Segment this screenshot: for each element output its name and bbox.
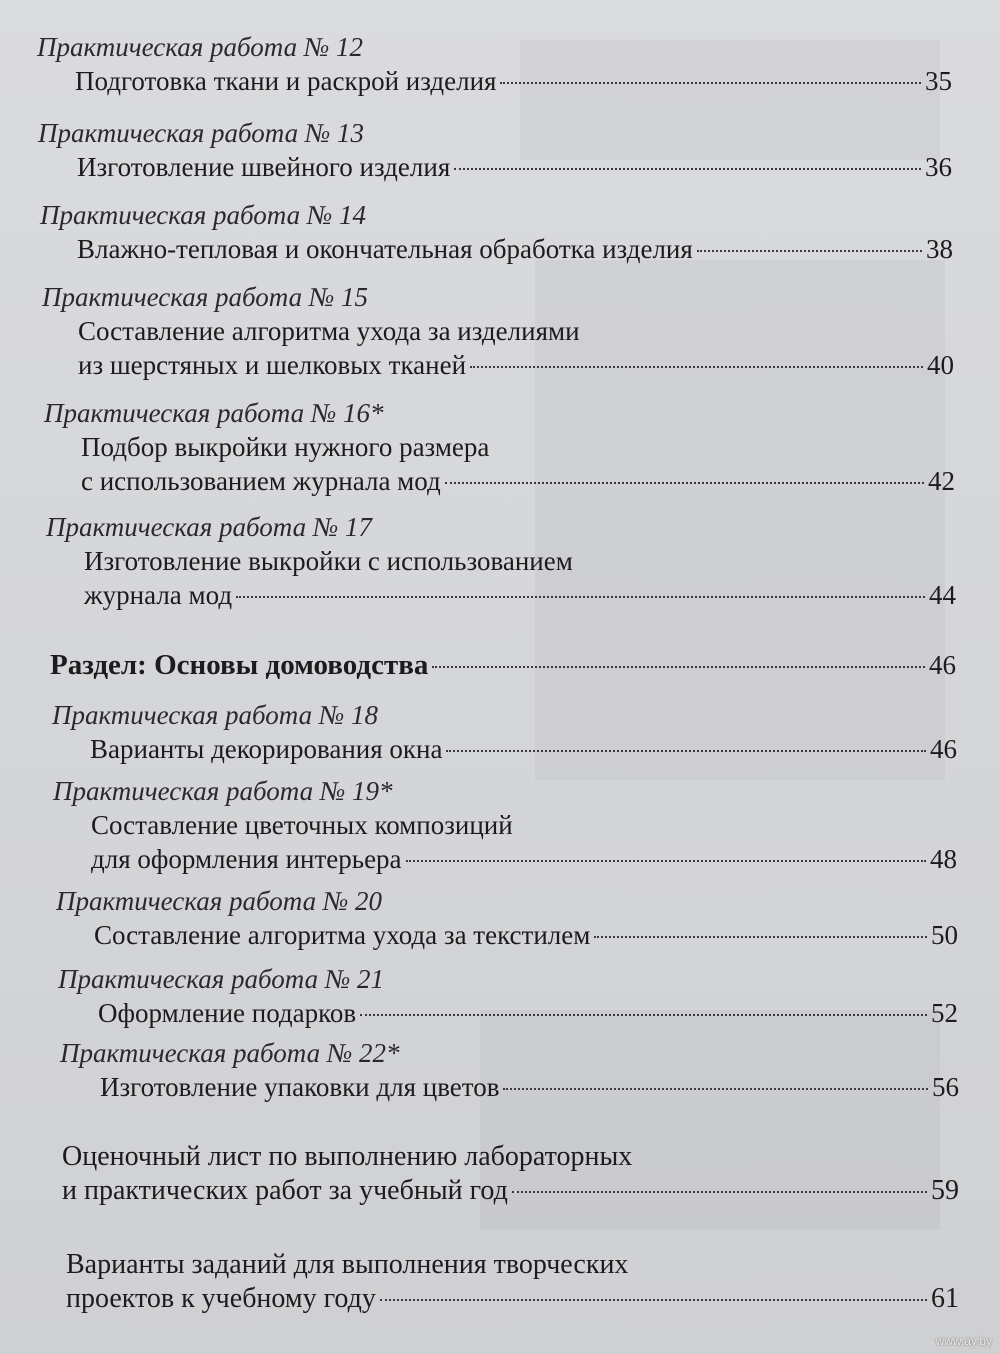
- toc-entry-title: Изготовление швейного изделия: [77, 152, 451, 182]
- section-title: Раздел: Основы домоводства: [50, 649, 429, 681]
- toc-project-variants: [66, 1248, 959, 1316]
- toc-section-row: [50, 648, 956, 682]
- toc-page-number: 36: [925, 152, 952, 182]
- toc-entry-15: [42, 280, 954, 382]
- toc-page-number: 56: [932, 1072, 959, 1102]
- toc-entry-14: [40, 198, 953, 266]
- toc-page-number: 38: [926, 234, 953, 264]
- toc-entry-13: [38, 116, 952, 184]
- toc-entry-label: Практическая работа № 19*: [53, 776, 393, 806]
- dot-leader: [470, 366, 923, 368]
- toc-entry-label: Практическая работа № 17: [46, 512, 373, 542]
- toc-page-number: 52: [931, 998, 958, 1028]
- toc-entry-title: для оформления интерьера: [91, 844, 402, 874]
- toc-entry-title-line: Составление цветочных композиций: [91, 810, 513, 840]
- toc-entry-title: проектов к учебному году: [66, 1283, 376, 1314]
- toc-entry-label: Практическая работа № 20: [56, 886, 383, 916]
- toc-assessment-sheet: [62, 1140, 959, 1208]
- toc-entry-title-row: [62, 1174, 959, 1208]
- toc-entry-label: Практическая работа № 12: [37, 32, 364, 62]
- toc-page-number: 59: [931, 1175, 959, 1206]
- toc-entry-label: Практическая работа № 22*: [60, 1038, 400, 1068]
- toc-page-number: 61: [931, 1283, 959, 1314]
- toc-entry-title-row: [100, 1070, 959, 1104]
- toc-entry-title: из шерстяных и шелковых тканей: [78, 350, 467, 380]
- toc-entry-title: и практических работ за учебный год: [62, 1175, 508, 1206]
- toc-entry-title: Изготовление упаковки для цветов: [100, 1072, 500, 1102]
- toc-entry-17: [46, 510, 956, 612]
- toc-entry-title-row: [77, 232, 953, 266]
- dot-leader: [500, 82, 921, 84]
- toc-entry-title-row: [91, 842, 957, 876]
- toc-entry-22: [60, 1036, 959, 1104]
- dot-leader: [454, 168, 921, 170]
- toc-page-number: 40: [927, 350, 954, 380]
- toc-page-number: 42: [928, 466, 955, 496]
- toc-entry-21: [58, 962, 958, 1030]
- toc-entry-title-line: Составление алгоритма ухода за изделиями: [78, 316, 580, 346]
- toc-entry-label: Практическая работа № 18: [52, 700, 379, 730]
- toc-entry-title: Оформление подарков: [98, 998, 357, 1028]
- dot-leader: [360, 1014, 927, 1016]
- dot-leader: [432, 666, 925, 668]
- dot-leader: [446, 750, 926, 752]
- dot-leader: [503, 1088, 928, 1090]
- toc-entry-label: Практическая работа № 13: [38, 118, 365, 148]
- toc-entry-title-row: [78, 348, 954, 382]
- toc-page-number: 44: [929, 580, 956, 610]
- dot-leader: [445, 482, 924, 484]
- toc-page-number: 46: [930, 734, 957, 764]
- toc-entry-title-line: Варианты заданий для выполнения творческих: [66, 1249, 629, 1280]
- toc-entry-label: Практическая работа № 16*: [44, 398, 384, 428]
- toc-entry-title: с использованием журнала мод: [81, 466, 441, 496]
- toc-entry-title-line: Подбор выкройки нужного размера: [81, 432, 490, 462]
- toc-entry-title-row: [77, 150, 952, 184]
- toc-entry-label: Практическая работа № 14: [40, 200, 367, 230]
- toc-entry-title-row: [90, 732, 957, 766]
- toc-entry-title-row: [98, 996, 958, 1030]
- toc-page-number: 46: [929, 650, 956, 680]
- toc-entry-title: Составление алгоритма ухода за текстилем: [94, 920, 591, 950]
- toc-entry-title-line: Оценочный лист по выполнению лабораторных: [62, 1141, 633, 1172]
- toc-entry-19: [53, 774, 957, 876]
- toc-entry-18: [52, 698, 957, 766]
- dot-leader: [697, 250, 922, 252]
- dot-leader: [512, 1191, 927, 1193]
- toc-entry-title: Влажно-тепловая и окончательная обработка изделия: [77, 234, 693, 264]
- toc-entry-title-line: Изготовление выкройки с использованием: [84, 546, 573, 576]
- dot-leader: [236, 596, 925, 598]
- toc-page-number: 48: [930, 844, 957, 874]
- toc-entry-title: Варианты декорирования окна: [90, 734, 443, 764]
- toc-entry-title: журнала мод: [84, 580, 233, 610]
- toc-entry-title-row: [81, 464, 955, 498]
- toc-entry-label: Практическая работа № 21: [58, 964, 385, 994]
- toc-page-number: 50: [931, 920, 958, 950]
- dot-leader: [594, 936, 927, 938]
- toc-entry-20: [56, 884, 958, 952]
- toc-section-heading: [50, 648, 956, 682]
- dot-leader: [380, 1299, 927, 1301]
- toc-entry-title-row: [66, 1282, 959, 1316]
- toc-entry-title-row: [94, 918, 958, 952]
- toc-entry-12: [37, 30, 952, 98]
- toc-entry-title-row: [84, 578, 956, 612]
- toc-entry-16: [44, 396, 955, 498]
- toc-entry-title-row: [75, 64, 952, 98]
- dot-leader: [406, 860, 926, 862]
- toc-entry-title: Подготовка ткани и раскрой изделия: [75, 66, 497, 96]
- watermark: www.ay.by: [935, 1334, 992, 1348]
- toc-page-number: 35: [925, 66, 952, 96]
- toc-entry-label: Практическая работа № 15: [42, 282, 369, 312]
